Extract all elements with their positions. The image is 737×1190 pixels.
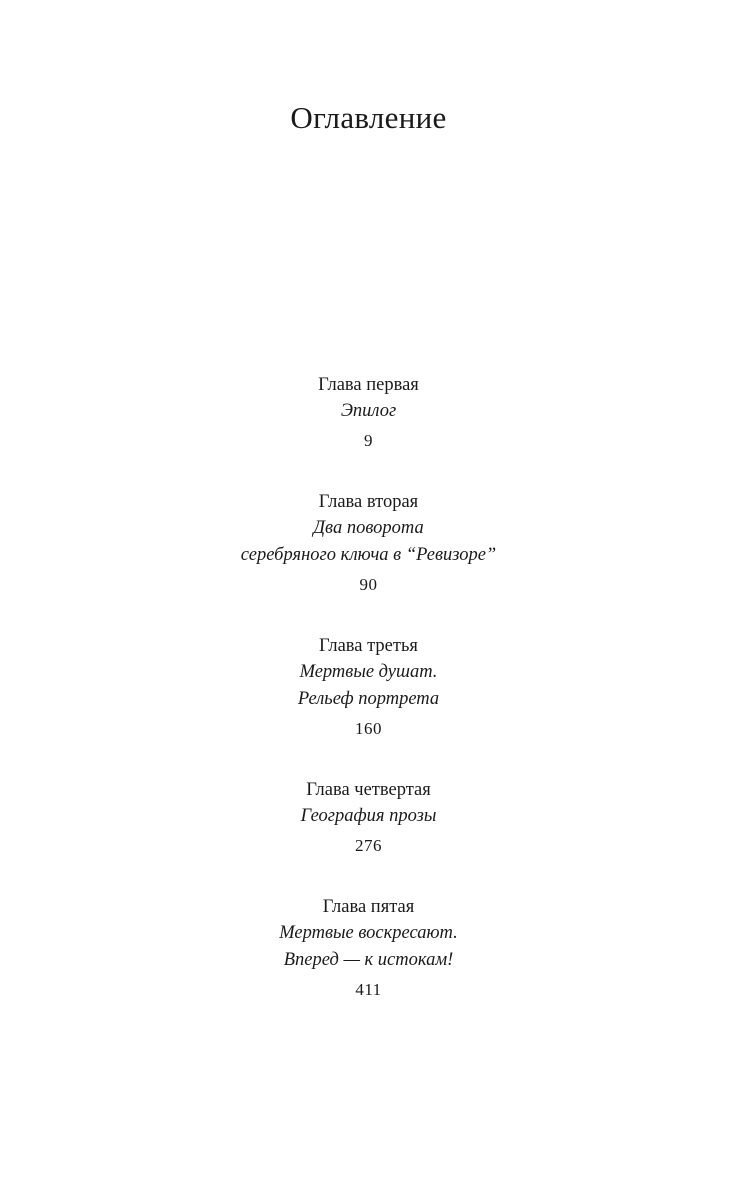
chapter-page-number: 411: [355, 980, 382, 999]
chapter-subtitle: Два поворота: [313, 518, 424, 538]
toc-entry-chapter-2: [0, 489, 737, 601]
chapter-subtitle: Рельеф портрета: [297, 689, 440, 709]
chapter-subtitle: Мертвые воскресают.: [279, 923, 458, 943]
chapter-label: Глава первая: [318, 375, 419, 395]
chapter-page-number: 276: [355, 836, 382, 855]
chapter-page-number: 160: [355, 719, 382, 738]
table-of-contents: [0, 372, 737, 1038]
toc-entry-chapter-4: [0, 777, 737, 862]
chapter-page-number: 90: [359, 575, 378, 594]
chapter-subtitle: серебряного ключа в “Ревизоре”: [240, 545, 497, 565]
chapter-subtitle: Мертвые душат.: [299, 662, 438, 682]
toc-entry-chapter-1: [0, 372, 737, 457]
toc-entry-chapter-3: [0, 633, 737, 745]
chapter-subtitle: Эпилог: [340, 401, 397, 421]
toc-entry-chapter-5: [0, 894, 737, 1006]
chapter-label: Глава четвертая: [306, 780, 431, 800]
chapter-label: Глава третья: [319, 636, 418, 656]
chapter-label: Глава вторая: [318, 492, 419, 512]
chapter-label: Глава пятая: [322, 897, 415, 917]
chapter-subtitle: Вперед — к истокам!: [283, 950, 454, 970]
page-title: Оглавление: [290, 100, 447, 135]
chapter-subtitle: География прозы: [300, 806, 437, 826]
chapter-page-number: 9: [364, 431, 373, 450]
